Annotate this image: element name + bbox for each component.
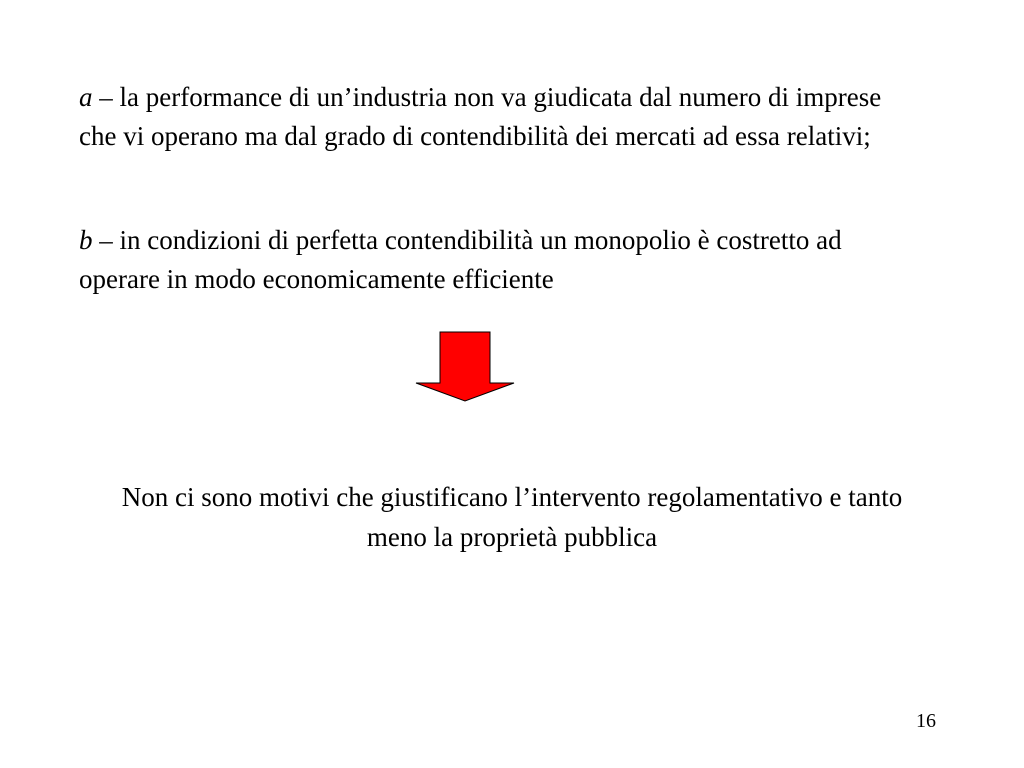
conclusion-text: Non ci sono motivi che giustificano l’intervento regolamentativo e tanto meno la proprietà pubblica — [121, 482, 903, 552]
point-a — [79, 78, 909, 156]
point-a-marker: a — [79, 82, 93, 112]
down-arrow-icon — [414, 331, 516, 403]
page-number: 16 — [916, 710, 936, 732]
point-b-text: – in condizioni di perfetta contendibilità un monopolio è costretto ad operare in modo economicamente efficiente — [79, 225, 842, 294]
point-b — [79, 221, 909, 299]
point-b-marker: b — [79, 225, 93, 255]
point-a-text: – la performance di un’industria non va giudicata dal numero di imprese che vi operano ma dal grado di contendibilità dei mercati ad essa relativi; — [79, 82, 882, 151]
down-arrow-shape — [416, 332, 514, 401]
